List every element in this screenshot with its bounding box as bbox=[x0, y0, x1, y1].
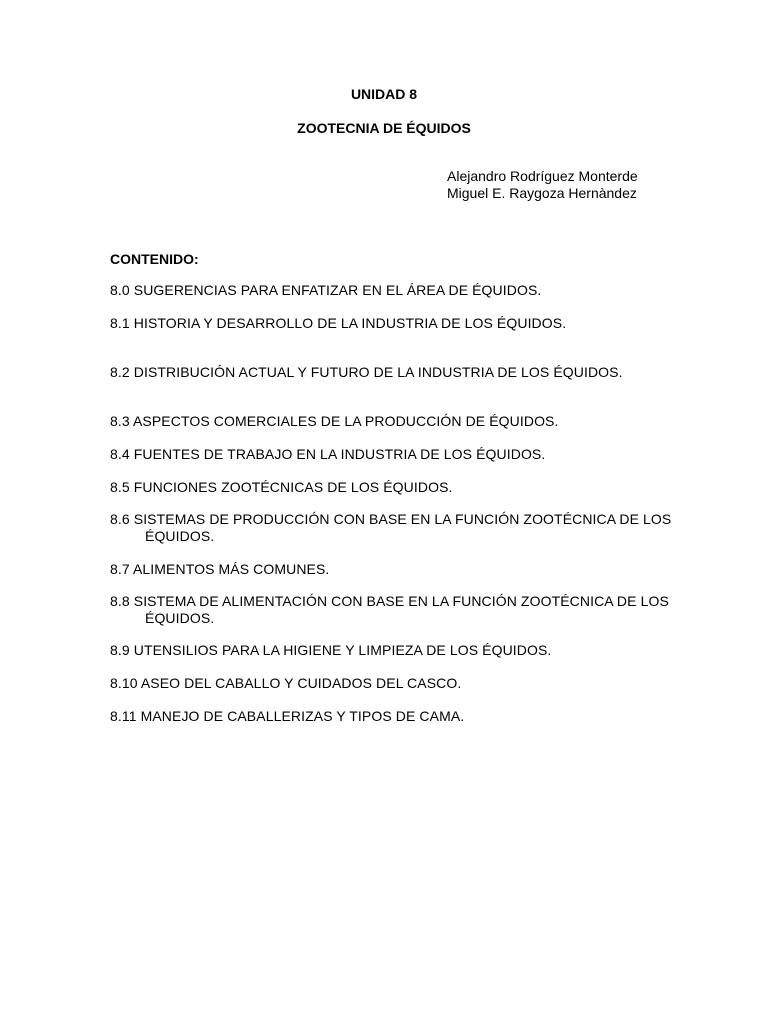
author-name: Alejandro Rodríguez Monterde bbox=[447, 168, 638, 184]
toc-item: 8.5 FUNCIONES ZOOTÉCNICAS DE LOS ÉQUIDOS. bbox=[110, 479, 453, 495]
toc-item: 8.9 UTENSILIOS PARA LA HIGIENE Y LIMPIEZA DE LOS ÉQUIDOS. bbox=[110, 642, 552, 658]
toc-item: 8.6 SISTEMAS DE PRODUCCIÓN CON BASE EN LA FUNCIÓN ZOOTÉCNICA DE LOS ÉQUIDOS. bbox=[110, 511, 672, 544]
toc-item: 8.10 ASEO DEL CABALLO Y CUIDADOS DEL CASCO. bbox=[110, 675, 462, 691]
toc-item: 8.7 ALIMENTOS MÁS COMUNES. bbox=[110, 561, 330, 577]
contents-heading: CONTENIDO: bbox=[110, 251, 199, 267]
toc-item: 8.3 ASPECTOS COMERCIALES DE LA PRODUCCIÓN DE ÉQUIDOS. bbox=[110, 413, 559, 429]
toc-item: 8.1 HISTORIA Y DESARROLLO DE LA INDUSTRIA DE LOS ÉQUIDOS. bbox=[110, 315, 567, 331]
unit-title: UNIDAD 8 bbox=[350, 86, 418, 102]
document-title: ZOOTECNIA DE ÉQUIDOS bbox=[297, 120, 471, 136]
toc-item: 8.0 SUGERENCIAS PARA ENFATIZAR EN EL ÁREA DE ÉQUIDOS. bbox=[110, 282, 542, 298]
authors-block bbox=[447, 168, 638, 202]
toc-item: 8.4 FUENTES DE TRABAJO EN LA INDUSTRIA DE LOS ÉQUIDOS. bbox=[110, 446, 546, 462]
toc-item: 8.11 MANEJO DE CABALLERIZAS Y TIPOS DE CAMA. bbox=[110, 708, 465, 724]
author-name: Miguel E. Raygoza Hernàndez bbox=[447, 185, 637, 201]
toc-item: 8.8 SISTEMA DE ALIMENTACIÓN CON BASE EN LA FUNCIÓN ZOOTÉCNICA DE LOS ÉQUIDOS. bbox=[110, 593, 669, 626]
toc-item: 8.2 DISTRIBUCIÓN ACTUAL Y FUTURO DE LA INDUSTRIA DE LOS ÉQUIDOS. bbox=[110, 364, 623, 380]
